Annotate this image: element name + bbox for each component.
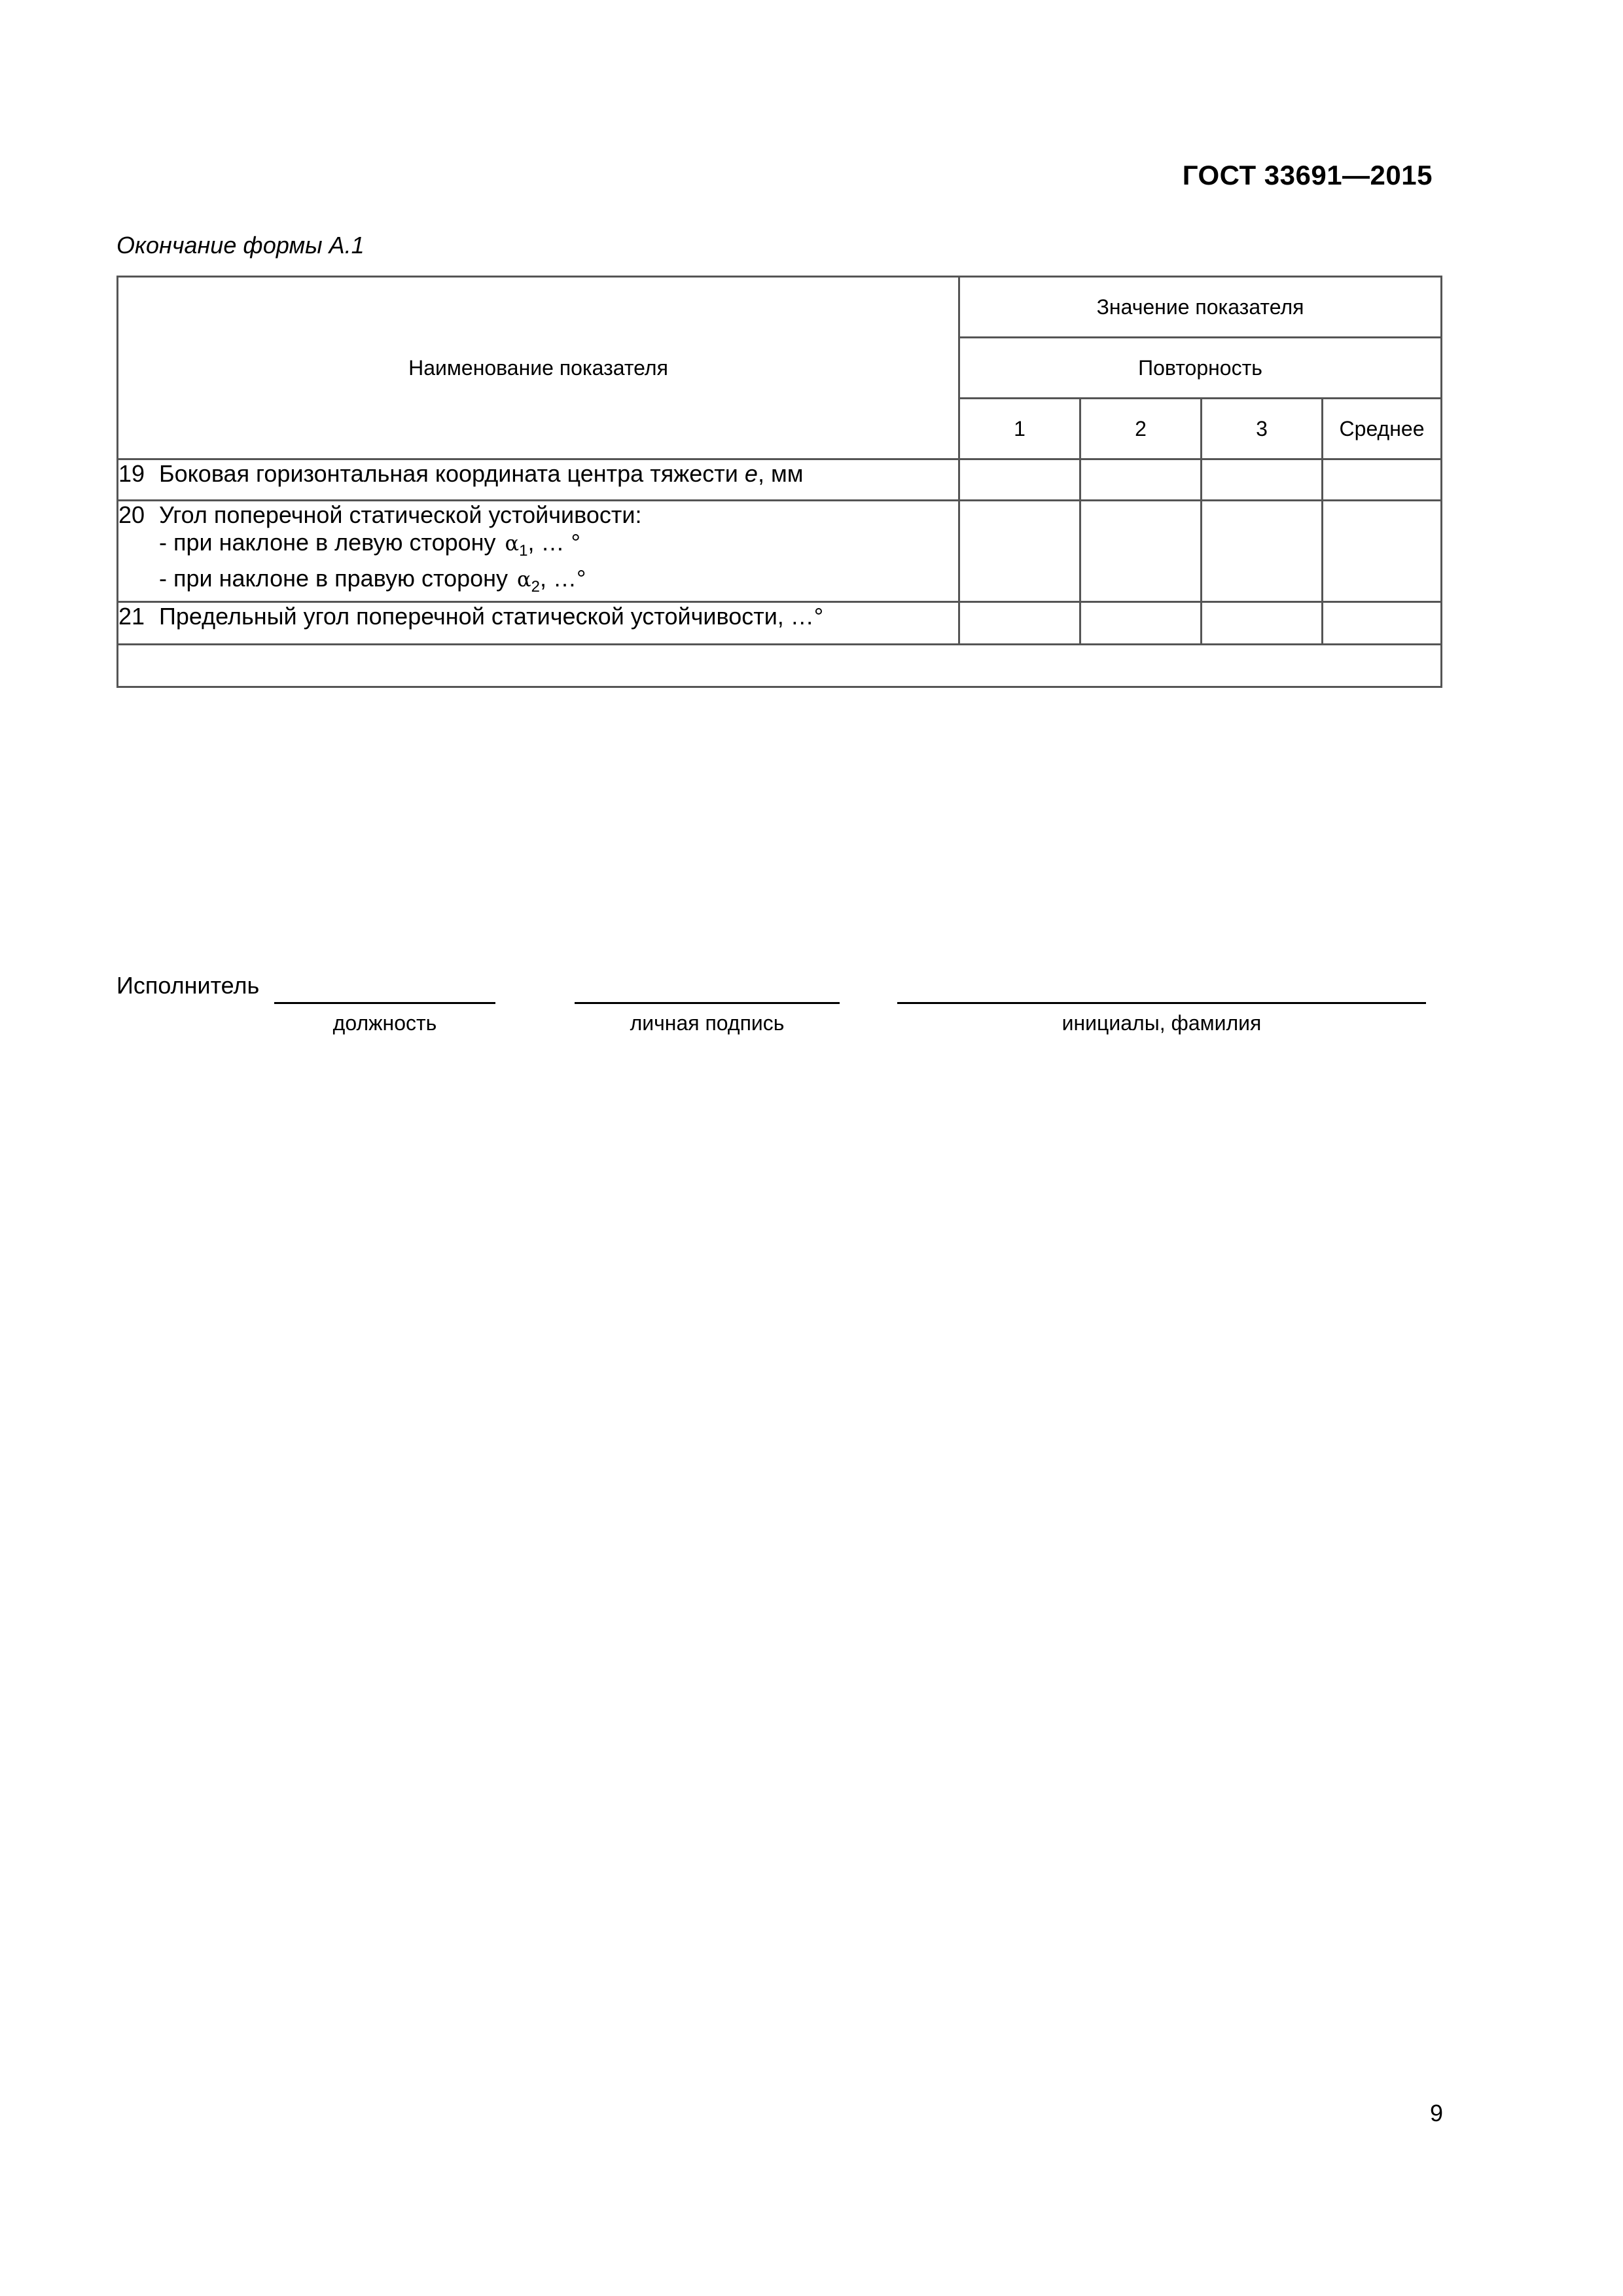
repeat-header: Повторность [959,338,1442,399]
row-number: 19 [118,460,145,487]
row-unit: , мм [757,460,804,487]
document-code: ГОСТ 33691—2015 [1182,160,1433,190]
value-cell[interactable] [1080,501,1202,602]
row-variable: е [744,460,758,487]
value-cell[interactable] [1202,602,1323,645]
position-caption: должность [332,1011,437,1035]
executor-label: Исполнитель [116,972,260,999]
signature-caption: личная подпись [630,1011,785,1035]
indicator-table [116,276,1442,688]
row-text: Предельный угол поперечной статической устойчивости, …° [159,603,824,630]
column-header-average: Среднее [1323,399,1442,459]
signature-block [116,965,1445,1044]
table-row [118,602,1442,645]
row-number: 21 [118,603,145,630]
row-19-name [118,459,959,501]
row-number: 20 [118,501,145,528]
empty-cell[interactable] [118,645,1442,687]
table-row [118,501,1442,602]
alpha-symbol: α [517,567,531,592]
row-sub-right: - при наклоне в правую сторону $\alpha_2$, …° [159,565,586,596]
page-number: 9 [1429,2100,1443,2126]
value-cell[interactable] [1323,602,1442,645]
name-caption: инициалы, фамилия [1061,1011,1262,1035]
value-cell[interactable] [1202,501,1323,602]
alpha-symbol: α [505,531,520,556]
empty-row [118,645,1442,687]
value-cell[interactable] [959,501,1080,602]
position-line[interactable] [274,1002,495,1004]
name-header: Наименование показателя [118,277,959,459]
name-line[interactable] [897,1002,1426,1004]
column-header-3: 3 [1202,399,1323,459]
value-cell[interactable] [1080,602,1202,645]
value-cell[interactable] [959,459,1080,501]
value-cell[interactable] [1202,459,1323,501]
column-header-1: 1 [959,399,1080,459]
value-cell[interactable] [1080,459,1202,501]
row-20-name [118,501,959,602]
signature-line[interactable] [575,1002,840,1004]
value-cell[interactable] [1323,459,1442,501]
row-sub-left: - при наклоне в левую сторону $\alpha_1$, … ° [159,529,580,560]
form-caption: Окончание формы А.1 [116,232,365,259]
table-row [118,459,1442,501]
value-cell[interactable] [1323,501,1442,602]
row-text: Боковая горизонтальная координата центра тяжести [159,460,738,487]
row-21-name [118,602,959,645]
value-cell[interactable] [959,602,1080,645]
row-text: Угол поперечной статической устойчивости: [159,501,642,528]
value-header: Значение показателя [959,277,1442,338]
header-row-value [118,277,1442,338]
column-header-2: 2 [1080,399,1202,459]
